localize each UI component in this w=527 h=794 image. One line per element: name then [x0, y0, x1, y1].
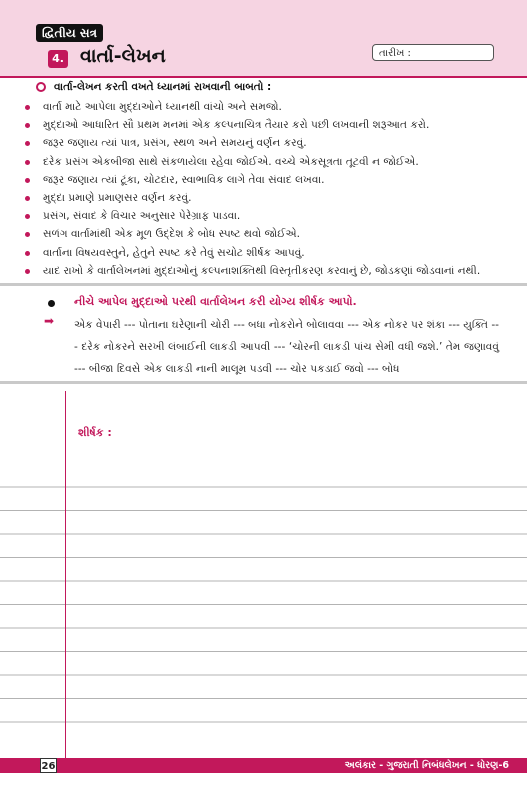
bullet-icon — [25, 232, 30, 237]
tip-item — [0, 153, 480, 171]
tip-text: વાર્તા માટે આપેલા મુદ્દાઓને ધ્યાનથી વાંચો અને સમજો. — [43, 101, 282, 113]
circle-bullet-icon — [36, 82, 46, 92]
section-divider — [0, 381, 527, 384]
bullet-icon — [25, 214, 30, 219]
tip-item — [0, 98, 480, 116]
tip-text: સળંગ વાર્તામાંથી એક મૂળ ઉદ્દેશ કે બોધ સ્પષ્ટ થવો જોઈએ. — [43, 228, 300, 241]
tip-text: યાદ રાખો કે વાર્તાલેખનમાં મુદ્દાઓનું કલ્પનાશક્તિથી વિસ્તૃતીકરણ કરવાનું છે, જોડકણાં જોડવાનાં નથી. — [43, 264, 481, 277]
tip-text: જરૂર જણાય ત્યાં પાત્ર, પ્રસંગ, સ્થળ અને સમયનું વર્ણન કરવું. — [43, 137, 307, 150]
bullet-icon — [25, 251, 30, 256]
bullet-icon — [25, 105, 30, 110]
bullet-icon — [25, 196, 30, 201]
lesson-number: 4. — [48, 50, 68, 68]
tip-item — [0, 244, 480, 262]
tip-text: જરૂર જણાય ત્યાં ટૂંકા, ચોટદાર, સ્વાભાવિક લાગે તેવા સંવાદ લખવા. — [43, 173, 325, 186]
task-title: નીચે આપેલ મુદ્દાઓ પરથી વાર્તાલેખન કરી યોગ્ય શીર્ષક આપો. — [74, 295, 357, 308]
tip-item — [0, 207, 480, 225]
arrow-right-icon: ➡ — [44, 314, 55, 328]
bullet-icon — [25, 141, 30, 146]
header-rule — [0, 76, 527, 78]
tips-heading — [36, 81, 271, 94]
lesson-title: વાર્તા-લેખન — [80, 45, 166, 67]
tips-heading-text: વાર્તા-લેખન કરતી વખતે ધ્યાનમાં રાખવાની બાબતો : — [54, 81, 272, 93]
tip-item — [0, 116, 480, 134]
tip-text: દરેક પ્રસંગ એકબીજા સાથે સંકળાયેલા રહેવા જોઈએ. વચ્ચે એકસૂત્રતા તૂટવી ન જોઈએ. — [43, 155, 419, 168]
title-label: શીર્ષક : — [78, 426, 112, 439]
tip-item — [0, 171, 480, 189]
ruled-lines — [0, 487, 527, 722]
tip-item — [0, 134, 480, 152]
tip-item — [0, 225, 480, 243]
tip-item — [0, 262, 480, 280]
book-title: અલંકાર - ગુજરાતી નિબંધલેખન - ધોરણ-6 — [344, 760, 509, 771]
tip-text: વાર્તાના વિષયવસ્તુને, હેતુને સ્પષ્ટ કરે તેવું સચોટ શીર્ષક આપવું. — [43, 246, 305, 259]
bullet-icon — [25, 269, 30, 274]
semester-label: દ્વિતીય સત્ર — [36, 24, 103, 42]
tips-list — [0, 98, 480, 280]
bullet-icon — [25, 160, 30, 165]
section-divider — [0, 283, 527, 286]
bullet-icon — [25, 123, 30, 128]
writing-lines[interactable] — [0, 391, 527, 738]
tip-item — [0, 189, 480, 207]
tip-text: પ્રસંગ, સંવાદ કે વિચાર અનુસાર પેરેગ્રાફ પાડવા. — [43, 210, 241, 223]
bullet-icon — [48, 300, 55, 307]
bullet-icon — [25, 178, 30, 183]
date-field[interactable]: તારીખ : — [372, 44, 494, 61]
margin-line — [65, 391, 66, 758]
story-points: એક વેપારી --- પોતાના ઘરેણાની ચોરી --- બધા નોકરોને બોલાવવા --- એક નોકર પર શંકા --- યુક્તિ --- દરેક નોકરને સરખી લંબાઈની લાકડી આપવી --- ‘ચોરની લાકડી પાંચ સેમી વધી જશે.’ તેમ જણાવવું --- બીજા દિવસે એક લાકડી નાની માલૂમ પડવી --- ચોર પકડાઈ જવો --- બોધ — [74, 319, 499, 375]
tip-text: મુદ્દા પ્રમાણે પ્રમાણસર વર્ણન કરવું. — [43, 191, 192, 204]
page-number: 26 — [40, 758, 57, 773]
tip-text: મુદ્દાઓ આધારિત સૌ પ્રથમ મનમાં એક કલ્પનાચિત્ર તૈયાર કરો પછી લખવાની શરૂઆત કરો. — [43, 119, 430, 132]
